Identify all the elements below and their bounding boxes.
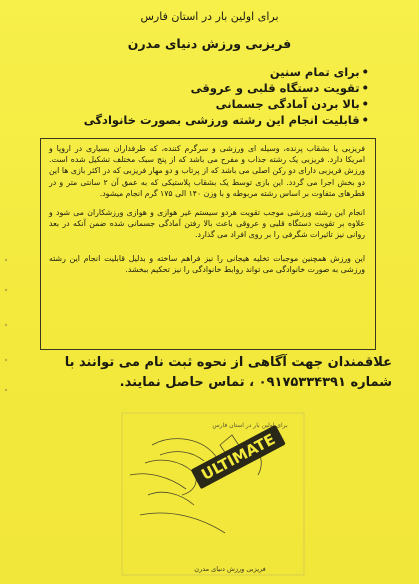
contact-info — [28, 353, 392, 393]
flyer-illustration — [100, 405, 320, 580]
header-line-1: برای اولین بار در استان فارس — [140, 10, 279, 23]
feature-item: • بالا بردن آمادگی جسمانی — [69, 96, 369, 112]
svg-text:ULTIMATE: ULTIMATE — [198, 430, 279, 484]
contact-prefix: شماره — [350, 375, 392, 390]
contact-line-1: علاقمندان جهت آگاهی از نحوه ثبت نام می توانند با — [64, 355, 392, 370]
feature-item: • برای تمام سنین — [69, 64, 369, 80]
contact-line-2 — [28, 373, 392, 393]
contact-suffix: ، تماس حاصل نمایند. — [119, 375, 255, 390]
phone-number: ۰۹۱۷۵۳۳۴۳۹۱ — [258, 375, 346, 390]
description-paragraph: انجام این رشته ورزشی موجب تقویت هردو سیستم غیر هوازی و هوازی ورزشکاران می شود و علاوه بر تقویت دستگاه قلبی و عروقی باعث بالا رفتن آمادگی جسمانی شده ضمن آنکه در بعد روانی نیز تاثیرات شگرفی را بر روی افراد می گذارد. — [49, 208, 365, 240]
perforation-dots — [2, 250, 10, 400]
description-box — [40, 138, 376, 350]
pamphlet-bottom-text: فریزبی ورزش دنیای مدرن — [194, 565, 266, 573]
pamphlet-top-text: برای اولین بار در استان فارس — [212, 422, 288, 429]
feature-item: • قابلیت انجام این رشته ورزشی بصورت خانوادگی — [69, 112, 369, 128]
feature-list — [69, 64, 369, 128]
description-paragraph: این ورزش همچنین موجبات تخلیه هیجانی را نیز فراهم ساخته و بدلیل قابلیت انجام این رشته ورزشی به صورت خانوادگی می تواند روابط خانوادگی را نیز تحکیم ببخشد. — [49, 253, 365, 274]
description-paragraph: فریزبی یا بشقاب پرنده، وسیله ای ورزشی و سرگرم کننده، که طرفداران بسیاری در اروپا و امریکا دارد. فریزبی یک رشته جذاب و مفرح می باشد که از پنج سبک مختلف تشکیل شده است. ورزش فریزبی دارای دو رکن اصلی می باشد که از پرتاب و دو مهار فریزبی که در اکثر بازی ها این دو بخش اجرا می گردد. این بازی توسط یک بشقاب پلاستیکی که به عمق آن ۲ سانتی متر و در قطرهای متفاوت بر اساس رشته مربوطه و با وزن ۱۴۰ الی ۱۷۵ گرم انجام میشود. — [49, 144, 365, 198]
ultimate-stamp — [191, 425, 286, 489]
feature-item: • تقویت دستگاه قلبی و عروقی — [69, 80, 369, 96]
header-title: فریزبی ورزش دنیای مدرن — [127, 36, 292, 51]
